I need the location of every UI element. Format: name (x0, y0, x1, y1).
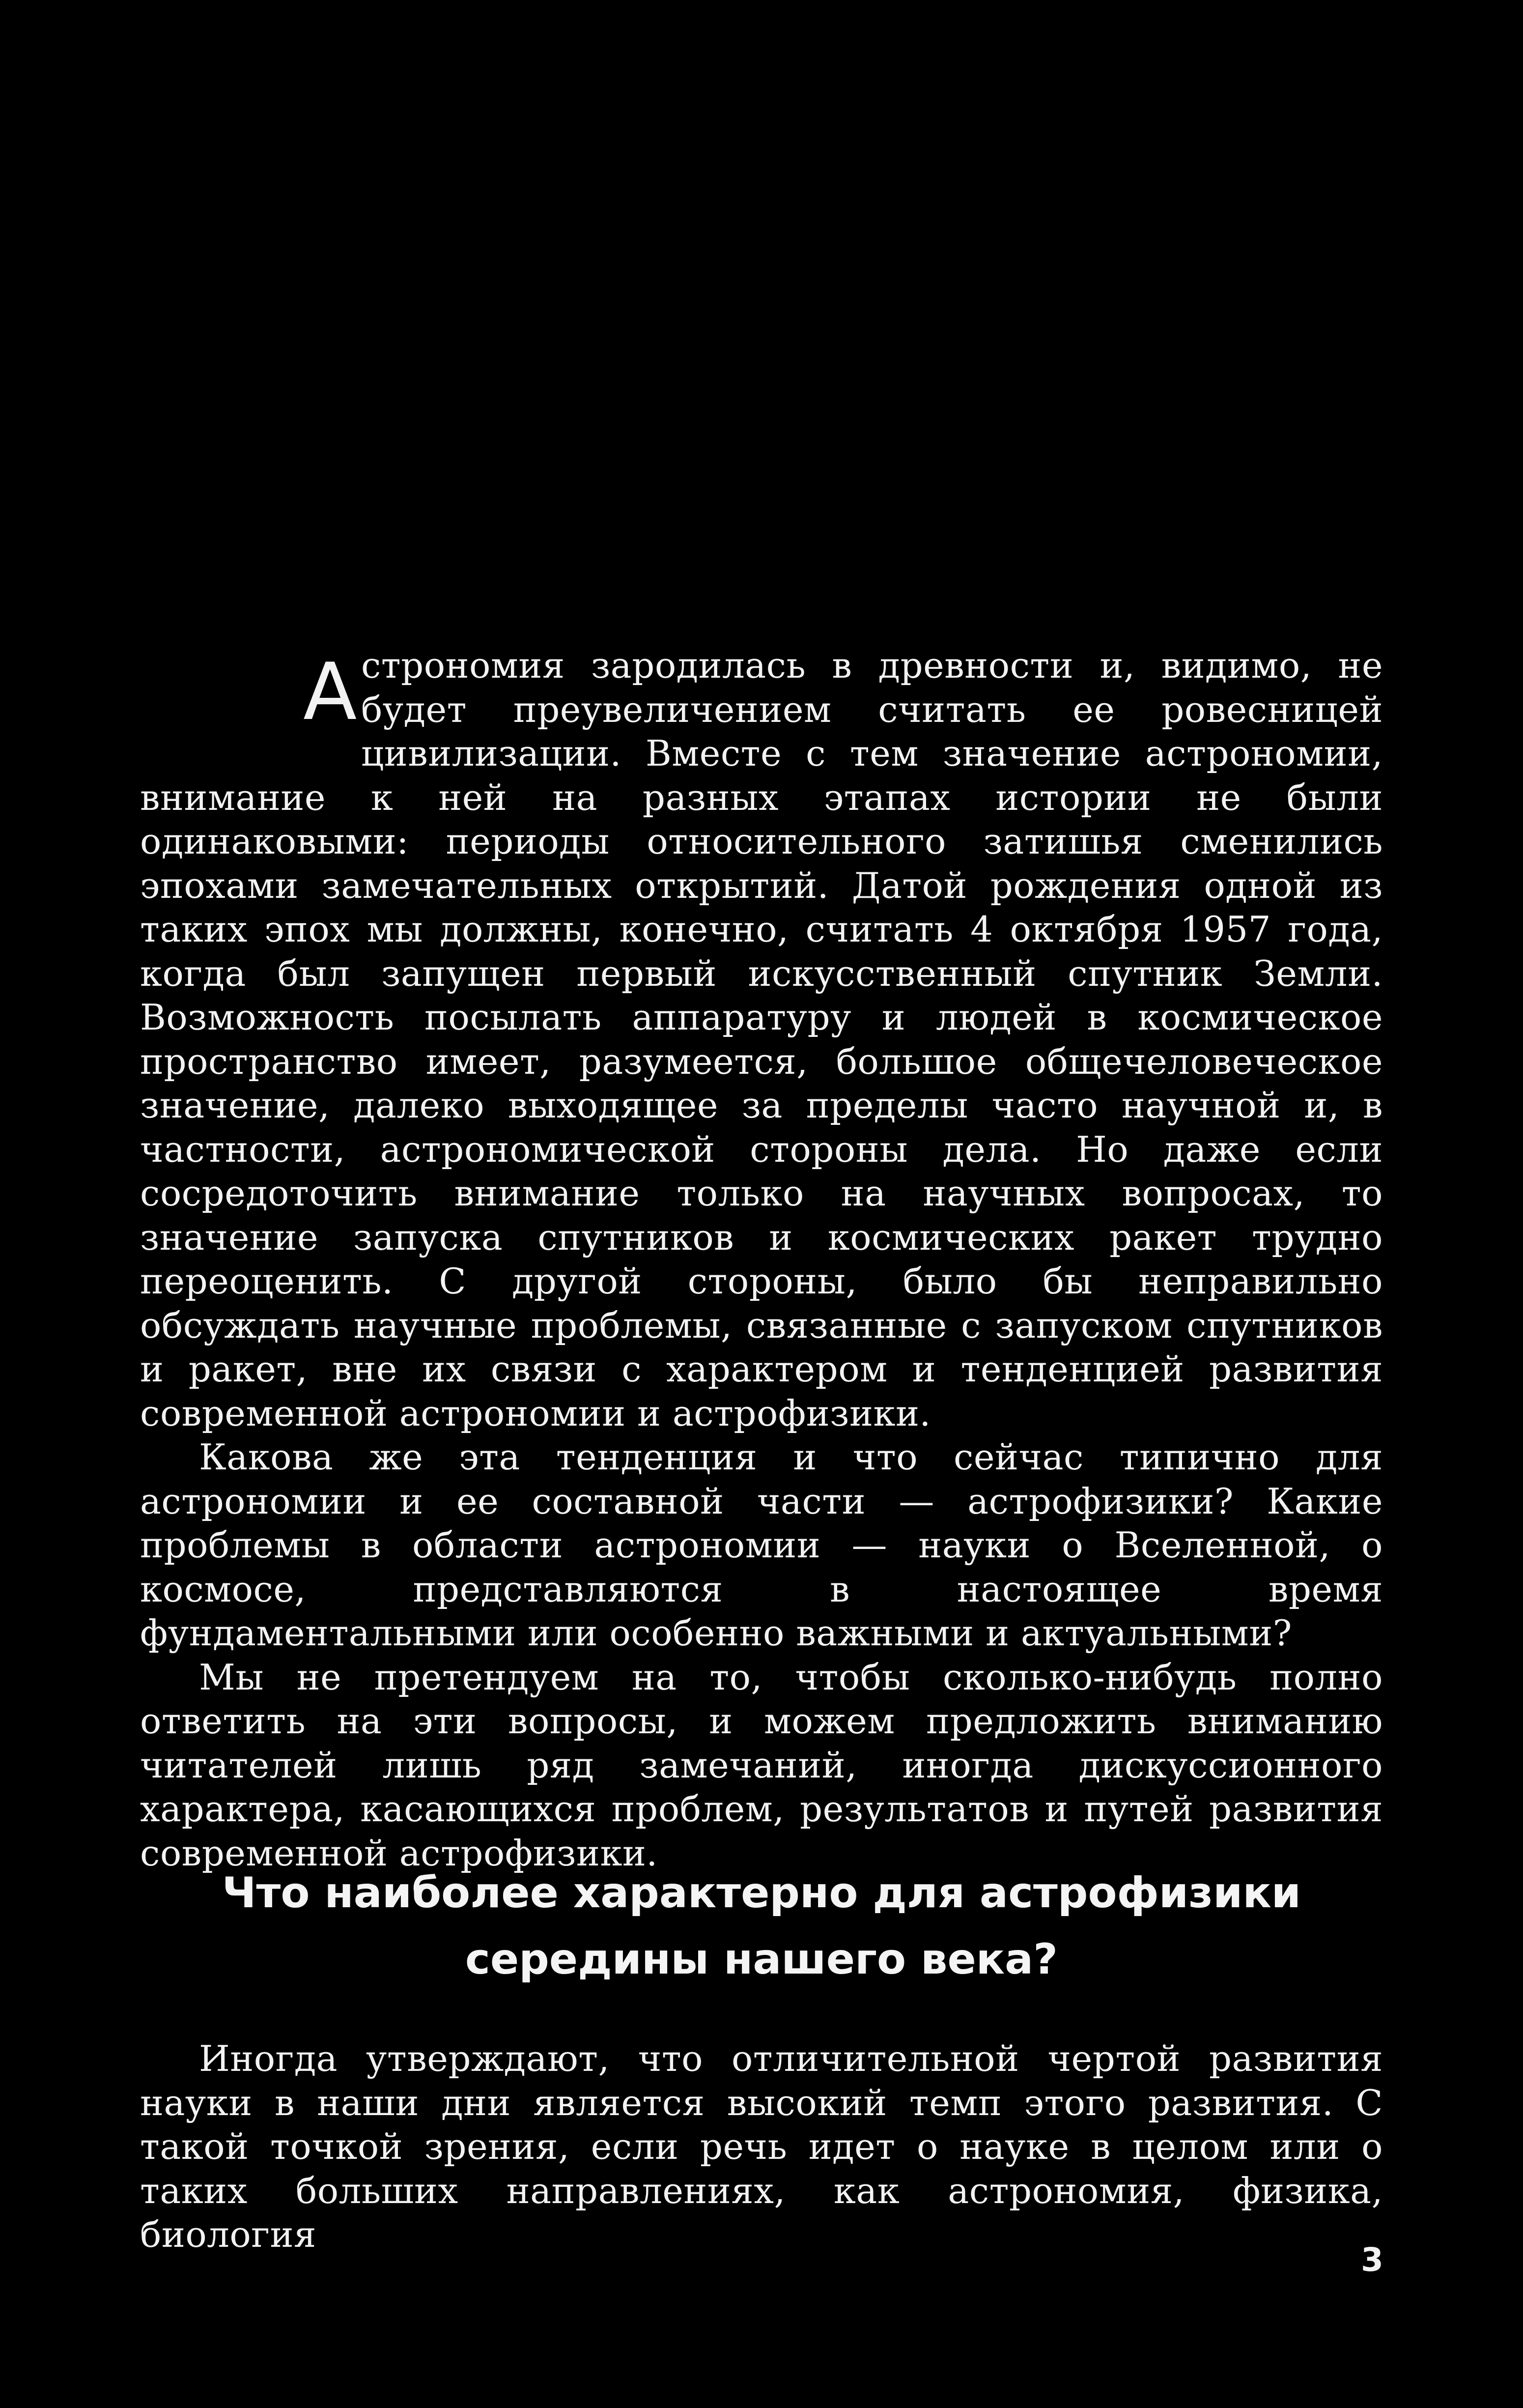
section-heading-line-1: Что наиболее характерно для астрофизики (222, 1868, 1301, 1918)
intro-paragraph-2: Какова же эта тенденция и что сейчас типично для астрономии и ее составной части — астрофизики? Какие проблемы в области астрономии — науки о Вселенной, о космосе, представляются в настоящее время фундаментальными или особенно важными и актуальными? (140, 1436, 1383, 1654)
section-paragraph-1: Иногда утверждают, что отличительной чертой развития науки в наши дни является высокий темп этого развития. С такой точкой зрения, если речь идет о науке в целом или о таких больших направлениях, как астрономия, физика, биология (140, 2038, 1383, 2255)
intro-paragraph-1-text: строномия зародилась в древности и, видимо, не будет преувеличением считать ее ровесницей цивилизации. Вместе с тем значение астрономии, внимание к ней на разных этапах истории не были одинаковыми: периоды относительного затишья сменились эпохами замечательных открытий. Датой рождения одной из таких эпох мы должны, конечно, считать 4 октября 1957 года, когда был запущен первый искусственный спутник Земли. Возможность посылать аппаратуру и людей в космическое пространство имеет, разумеется, большое общечеловеческое значение, далеко выходящее за пределы часто научной и, в частности, астрономической стороны дела. Но даже если сосредоточить внимание только на научных вопросах, то значение запуска спутников и космических ракет трудно переоценить. С другой стороны, было бы неправильно обсуждать научные проблемы, связанные с запуском спутников и ракет, вне их связи с характером и тенденцией развития современной астрономии и астрофизики. (140, 645, 1383, 1434)
section-text-block (140, 2037, 1383, 2257)
page-number: 3 (1361, 2241, 1383, 2279)
section-heading-line-2: середины нашего века? (465, 1935, 1058, 1984)
section-heading (98, 1860, 1425, 1993)
intro-text-block (140, 644, 1383, 1875)
intro-paragraph-3: Мы не претендуем на то, чтобы сколько-нибудь полно ответить на эти вопросы, и можем предложить вниманию читателей лишь ряд замечаний, иногда дискуссионного характера, касающихся проблем, результатов и путей развития современной астрофизики. (140, 1656, 1383, 1874)
drop-cap-letter: А (303, 646, 357, 738)
intro-paragraph-1 (140, 644, 1383, 1435)
